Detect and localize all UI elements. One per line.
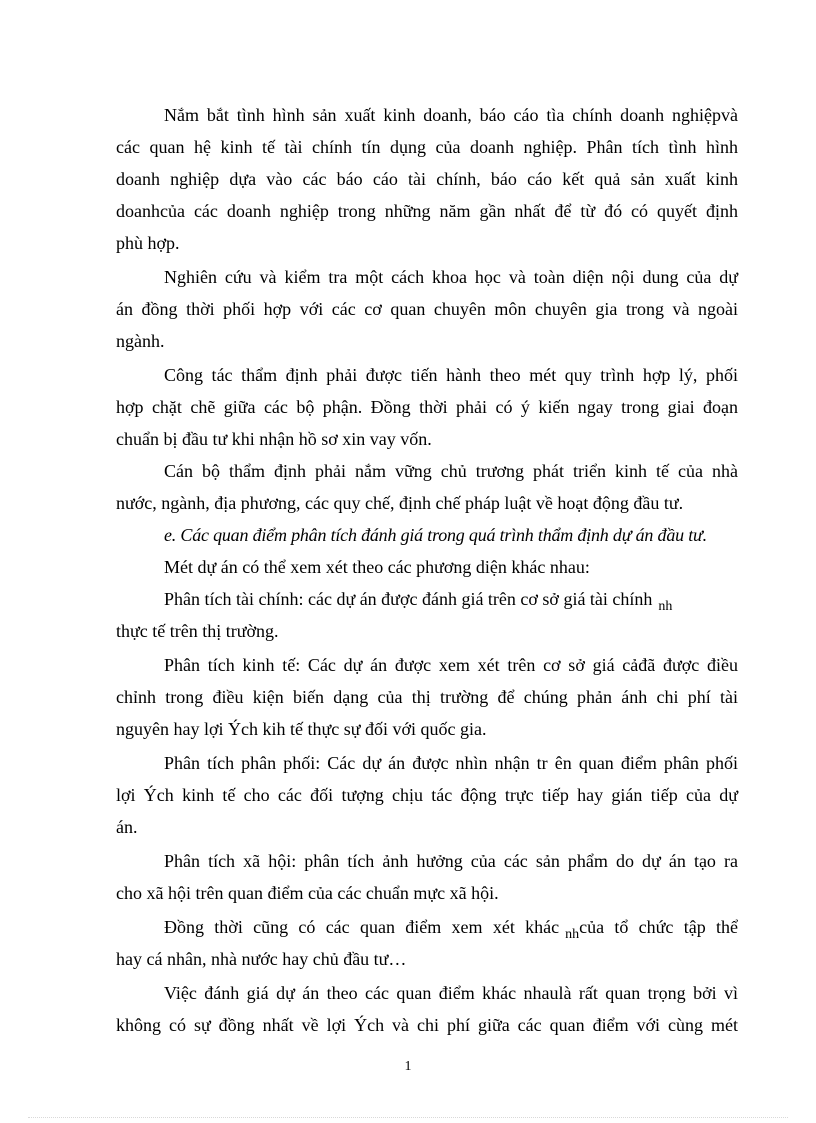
text-line: án đồng thời phối hợp với các cơ quan chuyên môn chuyên gia trong và ngoài [116,299,738,319]
text-line: ngành. [116,331,165,351]
text-line: phù hợp. [116,233,180,253]
text-line: các quan hệ kinh tế tài chính tín dụng của doanh nghiệp. Phân tích tình hình [116,137,738,157]
text-line: Phân tích kinh tế: Các dự án được xem xét trên cơ sở giá cảđã được điều [164,655,738,675]
text-line: Việc đánh giá dự án theo các quan điểm khác nhaulà rất quan trọng bởi vì [164,983,738,1003]
page-edge-divider [28,1117,788,1118]
text-line: chuẩn bị đầu tư khi nhận hồ sơ xin vay vốn. [116,429,432,449]
text-line: chỉnh trong điều kiện biến dạng của thị trường để chúng phản ánh chi phí tài [116,687,738,707]
text-line: không có sự đồng nhất về lợi Ých và chi phí giữa các quan điểm với cùng mét [116,1015,738,1035]
text-line: Phân tích xã hội: phân tích ảnh hưởng của các sản phẩm do dự án tạo ra [164,851,738,871]
text-line: Công tác thẩm định phải được tiến hành theo mét quy trình hợp lý, phối [164,365,738,385]
text-line: hợp chặt chẽ giữa các bộ phận. Đồng thời phải có ý kiến ngay trong giai đoạn [116,397,738,417]
text-fragment: Phân tích tài chính: các dự án được đánh giá trên cơ sở giá tài chính [164,589,653,609]
text-fragment: nh [658,599,673,614]
text-line: Nghiên cứu và kiểm tra một cách khoa học và toàn diện nội dung của dự [164,267,738,287]
text-line: Phân tích phân phối: Các dự án được nhìn nhận tr ên quan điểm phân phối [164,753,738,773]
text-line: doanh nghiệp dựa vào các báo cáo tài chính, báo cáo kết quả sản xuất kinh [116,169,738,189]
text-line: Mét dự án có thể xem xét theo các phương diện khác nhau: [164,557,590,577]
text-line: doanhcủa các doanh nghiệp trong những năm gần nhất để từ đó có quyết định [116,201,738,221]
section-heading: e. Các quan điểm phân tích đánh giá trong quá trình thẩm định dự án đầu tư. [164,525,707,545]
text-line: nước, ngành, địa phương, các quy chế, định chế pháp luật về hoạt động đầu tư. [116,493,684,513]
text-line: Nắm bắt tình hình sản xuất kinh doanh, báo cáo tìa chính doanh nghiệpvà [164,105,738,125]
page-number: 1 [404,1059,412,1074]
text-fragment: của tổ chức tập thể [579,917,739,937]
text-line [164,916,738,941]
text-line: nguyên hay lợi Ých kih tế thực sự đối với quốc gia. [116,719,487,739]
text-line: án. [116,817,138,837]
text-fragment: nh [565,927,580,942]
text-line: hay cá nhân, nhà nước hay chủ đầu tư… [116,949,407,969]
text-line [164,588,738,613]
text-line: cho xã hội trên quan điểm của các chuẩn mực xã hội. [116,883,499,903]
text-fragment: Đồng thời cũng có các quan điểm xem xét khác [164,917,560,937]
text-line: lợi Ých kinh tế cho các đối tượng chịu tác động trực tiếp hay gián tiếp của dự [116,785,738,805]
text-line: Cán bộ thẩm định phải nắm vững chủ trương phát triển kinh tế của nhà [164,461,738,481]
text-line: thực tế trên thị trường. [116,621,279,641]
